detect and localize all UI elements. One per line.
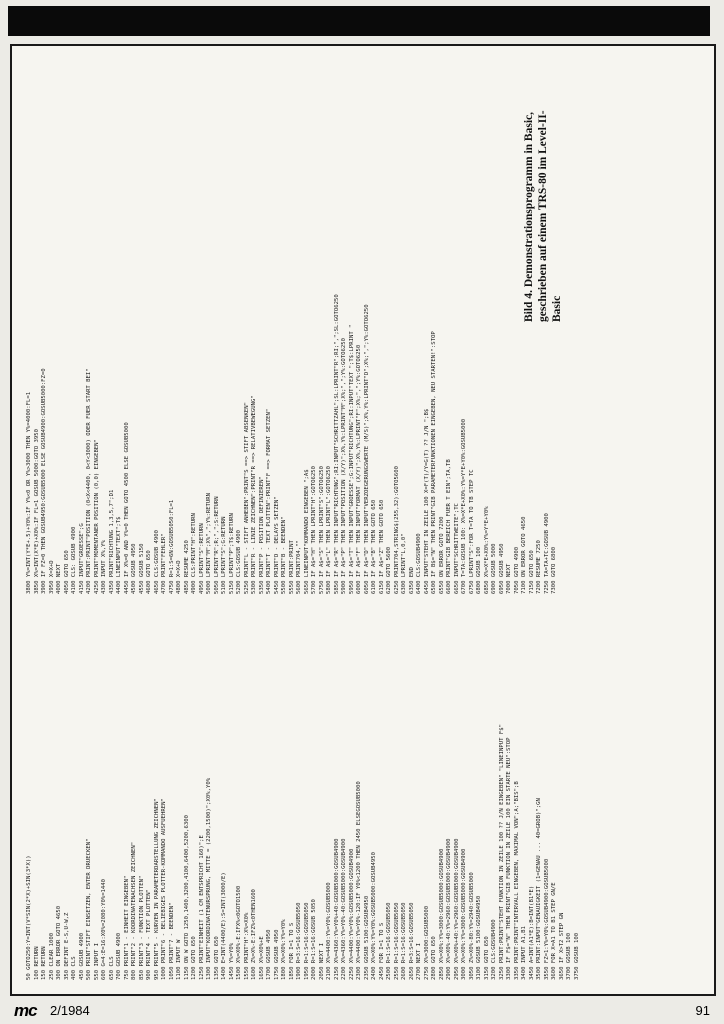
code-line: 1950 R=1:S=16:GOSUB5050 [303,902,310,980]
code-line: 1200 GOTO 650 [191,936,197,980]
code-line: 3550 FZ=1:Y%=Y0%:GOSUB4900:GOSUB5000 [543,858,550,980]
code-line: 1650 X%=X0%+E [258,936,265,980]
code-line: 2550 R=1:S=16:GOSUB5050 [393,902,400,980]
code-line: 6950 GOSUB 4950 [498,543,505,594]
code-line: 7300 GOTO 6800 [551,546,557,594]
page-footer [14,1000,710,1020]
code-line: 3650 IF X>T2 STEP GN [558,912,565,980]
code-line: 3500 PRINT:INPUT"GENAUIGKEIT (1=GENAU ... 40=GROB)";GN [536,798,542,980]
code-line: 4450 IF X%=0 AND Y%=0 THEN GOTO 4500 ELSE GOSUB5000 [123,422,130,594]
code-line: 3450 A=INT(A1*E):B=INT(B1*E) [528,885,535,980]
code-line: 4400 LINEINPUT"TEXT";T$ [116,516,122,594]
code-line: 5750 IF A$="S" THEN LPRINT"S":GOTO6250 [318,466,325,594]
code-line: 4500 GOSUB 4950 [131,543,137,594]
code-line: 2400 X%=X0%:Y%=Y0%:GOSUB5000:GOSUB4950 [371,852,377,980]
code-line: 4700 PRINT"FEHLER" [161,533,167,594]
code-line: 4550 GOSUB 5150 [138,543,145,594]
code-line: 50 GOTO250:Y=INT(V*SIN(2*X)+SIN(3*X)) [26,855,32,980]
code-line: 550 INPUT I [93,942,100,980]
code-line: 2150 X%=4360:Y%=Y0%+40:GOSUB5000:GOSUB4900 [333,838,340,980]
code-line: 5900 IF A$="P" THEN INPUT"POSITION (X/Y)";X%,Y%:LPRINT"M";X%;",";Y%:GOTO6250 [341,338,347,594]
code-line: 4650 CLS:GOSUB 4900 [153,530,160,594]
code-line: 400 CLS [71,956,77,980]
code-line: 450 GOSUB 4900 [78,932,85,980]
caption-line-2: geschrieben auf einem TRS-80 im Level-II- [537,110,549,322]
caption-line-3: Basic [551,295,563,322]
code-line: 4000 NEXT [56,563,62,594]
code-line: 3750 GOSUB 100 [573,932,580,980]
basic-listing-column-2 [26,174,559,594]
code-line: 6100 IF A$="B" THEN GOTO 650 [371,499,377,594]
code-line: 6900 GOSUB 5000 [491,543,497,594]
code-line: 1750 GOSUB 4950 [273,929,280,980]
code-line: 6200 GOTO 5600 [386,546,392,594]
code-line: 150 RETURN [41,946,47,980]
code-line: 6550 ON ERROR GOTO 7200 [438,516,445,594]
code-line: 3600 FOR X=A1 TO B1 STEP GN/E [551,882,557,980]
code-line: 3350 PRINT:PRINT"INTERVALL EINGEBEN, MAXIMAL VON";A;"BIS";B [513,781,520,980]
code-line: 750 PRINT"1 - EINHEIT EINGEBEN" [123,875,130,980]
code-line: 3150 GOTO 650 [483,936,490,980]
magazine-logo: mc [14,1001,37,1020]
code-line: 2250 X%=4400:Y%=Y0%:GOSUB5000:GOSUB4900 [348,848,355,980]
code-line: 1400 E=INT(4400/E):S=INT(3000/E) [221,872,227,980]
code-line: 350 DEFINT E-S,U-W,Z [63,912,70,980]
code-line: 5600 PRINT704,"" [296,540,302,594]
code-line: 7000 NEXT [506,563,512,594]
code-line: 7050 GOTO 4900 [513,546,520,594]
code-line: 5350 PRINT"P - POSITION DEFINIEREN" [258,476,265,594]
code-line: 6800 GOSUB 100 [476,546,482,594]
top-black-bar [8,6,710,36]
code-line: 6250 PRINT704,STRING$(255,32):GOTO5600 [393,466,400,594]
code-line: 250 CLEAR 1000 [48,932,55,980]
code-line: 3800 Y%=INT(Y*E+.5)+Y0%:IF Y%<0 OR Y%>3000 THEN Y%=4000:FL=1 [26,391,32,594]
listing-frame [10,44,716,996]
code-line: 2350 GOSUB 5100:GOSUB4950 [363,895,370,980]
code-line: 500 PRINT"STIFT EINSETZEN, ENTER DRUECKEN" [86,838,92,980]
code-line: 3000 X%=X0%:Y%=3000:GOSUB5000:GOSUB4900 [461,848,467,980]
code-line: 6400 CLS:GOSUB4900 [416,533,422,594]
code-line: 4150 INPUT"GROESSE";G [78,523,85,594]
code-line: 2500 R=1:S=16:GOSUB5050 [386,902,392,980]
code-line: 7200 RESUME 7250 [536,540,542,594]
code-line: 3200 CLS:GOSUB4900 [491,919,497,980]
code-line: 300 ON ERROR GOTO 4650 [56,905,62,980]
code-line: 7100 ON ERROR GOTO 4650 [521,516,527,594]
code-line: 3250 PRINT:PRINT"STEHT FUNKTION IN ZEILE 100 ?? J/N EINGEBEN" "LINEINPUT F$" [498,724,505,980]
code-line: 5800 IF A$="L" THEN LPRINT"L":GOTO6250 [326,466,332,594]
code-line: 7250 TA=TA+TC:GOSUB 4900 [543,513,550,594]
code-line: 2000 R=1:S=16:GOSUB 5050 [311,899,317,980]
code-line: 4750 R=1:S=6N:GOSUB5050:FL=1 [168,499,175,594]
code-line: 1550 PRINT"H":X%=X0% [243,912,250,980]
code-line: 2850 X%=X0%:Y%=3000:GOSUB5000:GOSUB4900 [438,848,445,980]
code-line: 6750 LPRINT"S":FOR T=TA TO TB STEP TC [468,469,475,594]
code-line: 6050 IF A$="D" THEN INPUT"VERZOEGERUNGSWERTE (M/S)";X%,Y%:LPRINT"D";X%;",";Y%:GOTO6250 [363,304,370,594]
code-line: 5550 PRINT:PRINT [288,540,295,594]
code-line: 6000 IF A$="F" THEN INPUT"FORMAT (X/Y)";X%,Y%:LPRINT"F";X%;",";Y%:GOTO6250 [356,344,362,594]
code-line: 4350 PRINT"RICHTUNG 1,3,5,7";D1 [108,489,115,594]
caption-line-1: Bild 4. Demonstrationsprogramm in Basic, [523,112,535,322]
code-line: 5000 LPRINT"M";X%",";Y%:RETURN [206,492,212,594]
code-line: 1500 X%=X0%-E:IFX%<0GOTO1500 [236,885,242,980]
code-line: 2600 R=1:S=16:GOSUB5050 [401,902,407,980]
code-line: 1900 R=3:S=16:GOSUB5050 [296,902,302,980]
code-line: 3900 IF FZ=0 THEN GOSUB4950:GOSUB5000 ELSE GOSUB4900:GOSUB5000:FZ=0 [41,368,47,594]
code-line: 5050 LPRINT"R";R;",";S:RETURN [213,496,220,594]
code-line: 1050 PRINT"7 - BEENDEN" [168,902,175,980]
code-line: 5150 LPRINT"P";T$:RETURN [228,513,235,594]
code-line: 6850 X%=X*E+X0%:Y%=Y*E+Y0% [483,506,490,594]
code-line: 5400 PRINT"T - TEXT PLOTTEN":PRINT"F ==> FORMAT SETZEN" [266,408,272,594]
code-line: 6450 INPUT"STEHT IN ZEILE 100 X=F(T)/Y=G(T) ?? J/N ";B$ [423,408,430,594]
code-line: 6700 T=TA:GOSUB 100: X%=X*E+X0%:Y%=Y*E+Y0%:GOSUB5000 [461,418,467,594]
code-line: 4250 PRINT"MOMENTANER POSITION (0,0) EINGEBEN" [93,439,100,594]
code-line: 5300 PRINT"R - LINIE ZEICHNEN":PRINT"R ==> RELATIVBEWEGUNG" [251,395,257,594]
code-line: 1300 INPUT"KOORDINATENURSPRUNG, MITTE = (2200,1500)";X0%,Y0% [206,777,212,980]
code-line: 1350 GOTO 650 [213,936,220,980]
code-line: 1250 PRINT"EINHEIT (1 CM ENTSPRICHT 160)";E [198,835,205,980]
code-line: 6600 PRINT"GIB BEREICH FUER T EIN";TA,TB [446,459,452,594]
code-line: 3100 GOSUB 5100:GOSUB4950 [476,895,482,980]
code-line: 4900 CLS:PRINT"H":RETURN [191,513,197,594]
code-line: 4300 INPUT X%,Y% [101,540,107,594]
code-line: 1700 GOSUB 4950 [266,929,272,980]
code-line: 4600 GOTO 650 [146,550,152,594]
code-line: 1450 Y%=Y0% [228,942,235,980]
code-line: 1600 Z%=X%-E:IFZ%<0THEN1600 [251,889,257,980]
code-line: 950 PRINT"5 - KURVEN IN PARAMETERDARSTELLUNG ZEICHNEN" [153,798,160,980]
code-line: 2650 R=3:S=16:GOSUB5050 [408,902,415,980]
code-line: 4850 RESUME 4250 [183,540,190,594]
code-line: 2800 GOTO 650 [431,936,437,980]
code-line: 5850 IF A$="R" THEN INPUT"RICHTUNG";RI:INPUT"SCHRITTZAHL";SL:LPRINT"R";RI;",";SL:GOTO6250 [333,294,340,594]
code-line: 5100 LPRINT"S";G:RETURN [221,516,227,594]
code-line: 700 GOSUB 4900 [116,932,122,980]
code-line: 1850 FOR I=1 TO S [288,922,295,980]
code-line: 5950 IF A$="T" THEN INPUT"GROESSE";G:INPUT"RICHTUNG";RI:INPUT"TEXT ";T$:LPRINT " [348,324,355,594]
code-line: 1150 ON W GOTO 1250,1400,3200,4100,6400,5200,6300 [183,814,190,980]
code-line: 6650 INPUT"SCHRITTWEITE";TC [453,503,460,594]
code-line: 3950 X=X+D [48,560,55,594]
code-line: 4800 X=X+D [176,560,182,594]
code-line: 3400 INPUT A1,B1 [521,926,527,980]
code-line: 6350 END [408,567,415,594]
code-line: 6300 LPRINT"L,0,0" [401,533,407,594]
code-line: 5500 PRINT"B - BEENDEN" [281,516,287,594]
code-line: 2200 X%=4360:Y%=Y0%-40:GOSUB5000:GOSUB4900 [341,838,347,980]
code-line: 2700 NEXT I [416,942,422,980]
code-line: 3300 IF F$="N" THEN PRINT"GIB FUNKTION IN ZEILE 100 EIN STARTE NEU":STOP [506,737,512,980]
code-line: 900 PRINT"4 - TEXT PLOTTEN" [146,889,152,980]
code-line: 4100 CLS: GOSUB 4900 [71,526,77,594]
code-line: 5650 LINEINPUT"KOMMANDO EINGEBEN ";A$ [303,469,310,594]
code-line: 7150 GOTO 650 [528,550,535,594]
code-line: 4200 PRINT:PRINT"POSITION (0<X<4400, 0<Y<3000) ODER FUER START BEI" [86,368,92,594]
code-line: 1100 INPUT W [176,939,182,980]
code-line: 2300 X%=4400:Y%=Y0%-120:IF Y0%<1200 THEN 2450 ELSEGOSUB5000 [356,781,362,980]
code-line: 6500 IF B$="N" THEN PRINT"GIB PARAMETERFUNKTIONEN EINGEBEN, NEU STARTEN!":STOP [431,331,437,594]
code-line: 850 PRINT"3 - FUNKTION PLOTTEN" [138,875,145,980]
code-line: 2450 FOR I=1 TO S [378,922,385,980]
code-line: 5250 PRINT"L - STIFT ANHEBEN":PRINT"S ==> STIFT ABSENKEN" [243,402,250,594]
rotated-page-content [12,46,714,994]
code-line: 2900 X%=X0%-40:Y%=2960:GOSUB5000:GOSUB4900 [446,838,452,980]
code-line: 3850 X%=INT(X*E)+X0%:IF FL=1 GOSUB 5000:GOTO 3950 [33,428,40,594]
code-line: 600 G=4:E=16:X0%=2080:Y0%=1440 [101,878,107,980]
code-line: 5200 CLS:GOSUB 4900 [236,530,242,594]
basic-listing-column-1 [26,608,581,980]
code-line: 4050 GOTO 650 [63,550,70,594]
code-line: 2100 X%=4400:Y%=Y0%:GOSUB5000 [326,882,332,980]
code-line: 5700 IF A$="H" THEN LPRINT"H":GOTO6250 [311,466,317,594]
code-line: 5450 PRINT"D - DELAYS SETZEN" [273,496,280,594]
code-line: 3050 Z%=X0%-80:Y%=2940:GOSUB5000 [468,872,475,980]
code-line: 2750 X%=3000:GOSUB5000 [423,905,430,980]
code-line: 4950 LPRINT"S":RETURN [198,523,205,594]
code-line: 650 CLS [108,956,115,980]
figure-caption [522,72,564,322]
issue-number: 2/1984 [50,1003,90,1018]
code-line: 3700 GOSUB 100 [566,932,572,980]
code-line: 2050 NEXT I [318,942,325,980]
code-line: 2950 X%=X0%+40:Y%=2960:GOSUB5000:GOSUB4900 [453,838,460,980]
code-line: 6150 IF A$="Z" THEN GOTO 650 [378,499,385,594]
code-line: 1800 X%=X0%:Y%=Y0% [281,919,287,980]
page-number: 91 [695,1003,710,1018]
code-line: 100 RETURN [33,946,40,980]
code-line: 800 PRINT"2 - KOORDINATENACHSEN ZEICHNEN" [131,841,137,980]
code-line: 1000 PRINT"6 - BELIEBIGES PLOTTER-KOMMANDO AUSFUEHREN" [161,798,167,980]
